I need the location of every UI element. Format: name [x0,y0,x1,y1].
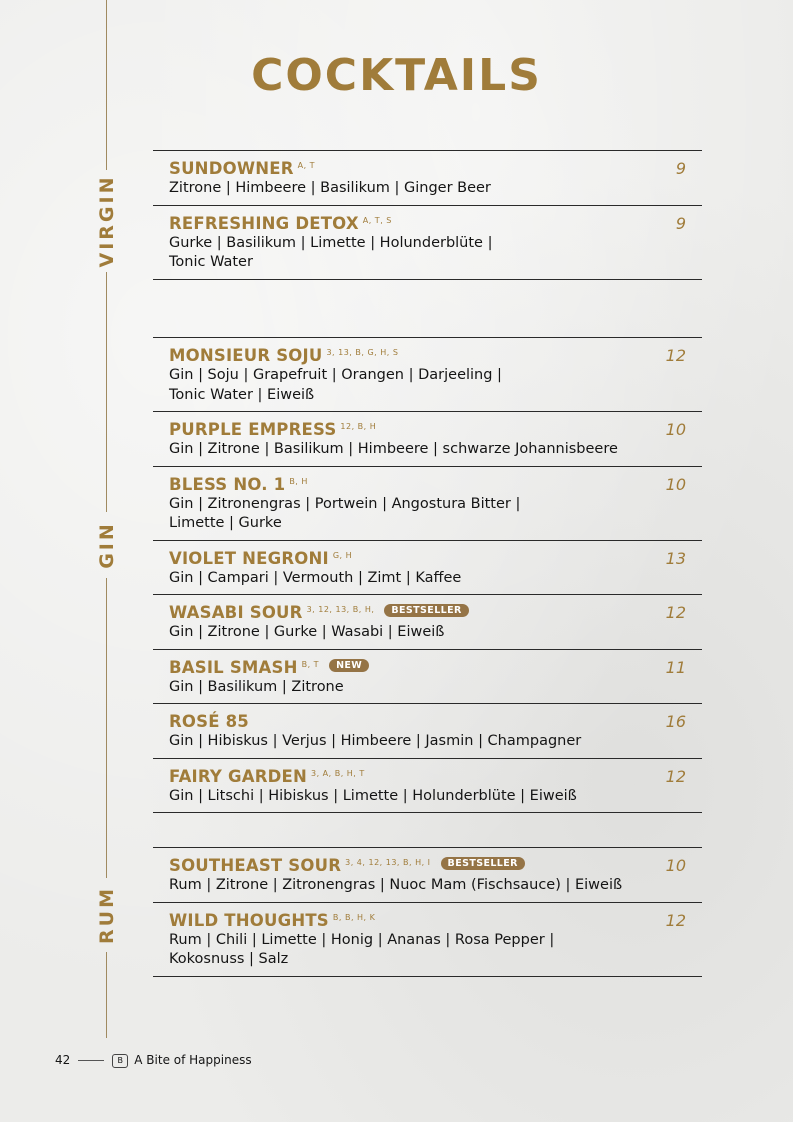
menu-item-price: 12 [665,910,686,930]
menu-item-allergens: 3, 12, 13, B, H, [306,605,375,614]
menu-item-header [169,159,686,179]
menu-item-ingredients: Gin | Zitrone | Basilikum | Himbeere | schwarze Johannisbeere [169,441,618,457]
menu-item-header [169,549,686,569]
side-rule [106,578,107,878]
menu-item-ingredients: Gin | Litschi | Hibiskus | Limette | Holunderblüte | Eiweiß [169,787,577,804]
menu-item-ingredients: Gin | Soju | Grapefruit | Orangen | Darjeeling | Tonic Water | Eiweiß [169,367,502,403]
menu-item [153,412,702,467]
menu-item-name: WASABI SOUR [169,603,303,622]
brand-logo-icon: B [112,1054,128,1068]
menu-item-name: SUNDOWNER [169,159,294,178]
menu-item-allergens: 3, 13, B, G, H, S [326,348,399,357]
menu-item-allergens: G, H [332,550,353,560]
menu-item-ingredients: Gin | Campari | Vermouth | Zimt | Kaffee [169,569,462,586]
menu-item-price: 12 [665,346,686,365]
menu-item [153,467,702,541]
menu-item-name: ROSÉ 85 [169,712,249,731]
menu-item-name: REFRESHING DETOX [169,213,359,233]
section-gin [153,337,702,813]
page-number: 42 [55,1053,71,1067]
menu-item-name: BASIL SMASH [169,657,298,677]
menu-item-ingredients: Gin | Hibiskus | Verjus | Himbeere | Jasmin | Champagner [169,733,582,749]
menu-item-price: 10 [665,856,686,875]
menu-item-header [169,346,686,366]
menu-item-header [169,475,686,495]
side-rule [106,0,107,170]
menu-item-price: 16 [665,712,686,731]
menu-item-header [169,420,686,440]
menu-item [153,206,702,280]
menu-item [153,595,702,650]
menu-item-price: 9 [675,159,686,178]
menu-item-name: MONSIEUR SOJU [169,346,323,365]
brand-name: A Bite of Happiness [134,1053,252,1067]
menu-item-header [169,214,686,234]
menu-item-badge: NEW [329,659,369,672]
menu-item-ingredients: Gin | Basilikum | Zitrone [169,678,344,695]
menu-item-price: 10 [665,420,686,439]
menu-item-badge: BESTSELLER [384,604,468,617]
footer-divider [78,1060,104,1061]
section-label-gin: GIN [96,521,118,569]
menu-item-name: VIOLET NEGRONI [169,548,329,568]
menu-item-badge: BESTSELLER [441,857,525,870]
menu-item-header [169,603,686,623]
menu-item-allergens: 12, B, H [340,422,377,431]
page-title: COCKTAILS [251,50,542,101]
menu-item-name: WILD THOUGHTS [169,910,329,930]
menu-item-name: SOUTHEAST SOUR [169,856,342,875]
menu-item-allergens: A, T, S [362,215,392,225]
menu-item [153,847,702,903]
section-label-rum: RUM [96,886,118,944]
side-rule [106,272,107,512]
menu-item-name: FAIRY GARDEN [169,766,307,786]
menu-item-name: BLESS NO. 1 [169,474,286,494]
menu-item-price: 13 [665,548,686,568]
menu-item-price: 9 [675,213,686,233]
menu-item-ingredients: Rum | Zitrone | Zitronengras | Nuoc Mam (Fischsauce) | Eiweiß [169,877,623,893]
menu-item-ingredients: Gin | Zitronengras | Portwein | Angostura Bitter | Limette | Gurke [169,495,521,531]
menu-item-price: 11 [665,657,686,677]
section-rum [153,847,702,977]
menu-item-allergens: B, H [289,476,308,486]
menu-item-allergens: B, B, H, K [332,912,376,922]
menu-item-header [169,911,686,931]
menu-item [153,759,702,814]
menu-item [153,650,702,705]
menu-item-allergens: A, T [297,161,316,170]
menu-item-header [169,658,686,678]
menu-item-name: PURPLE EMPRESS [169,420,337,439]
menu-item-ingredients: Gin | Zitrone | Gurke | Wasabi | Eiweiß [169,624,445,640]
menu-item-allergens: 3, A, B, H, T [310,768,365,778]
menu-item [153,541,702,596]
menu-item [153,150,702,206]
menu-item-ingredients: Rum | Chili | Limette | Honig | Ananas | Rosa Pepper | Kokosnuss | Salz [169,931,555,967]
menu-item-header [169,856,686,876]
menu-item-price: 10 [665,474,686,494]
menu-item-price: 12 [665,766,686,786]
menu-item [153,704,702,759]
menu-item-allergens: B, T [301,659,320,669]
menu-item-ingredients: Zitrone | Himbeere | Basilikum | Ginger Beer [169,180,491,196]
section-label-virgin: VIRGIN [96,174,118,268]
menu-item-ingredients: Gurke | Basilikum | Limette | Holunderblüte | Tonic Water [169,234,493,270]
menu-item-allergens: 3, 4, 12, 13, B, H, I [345,858,431,867]
menu-item [153,337,702,412]
menu-item-price: 12 [665,603,686,622]
menu-item [153,903,702,977]
page-footer [55,1052,252,1068]
menu-item-header [169,712,686,732]
section-virgin [153,150,702,280]
menu-item-header [169,767,686,787]
